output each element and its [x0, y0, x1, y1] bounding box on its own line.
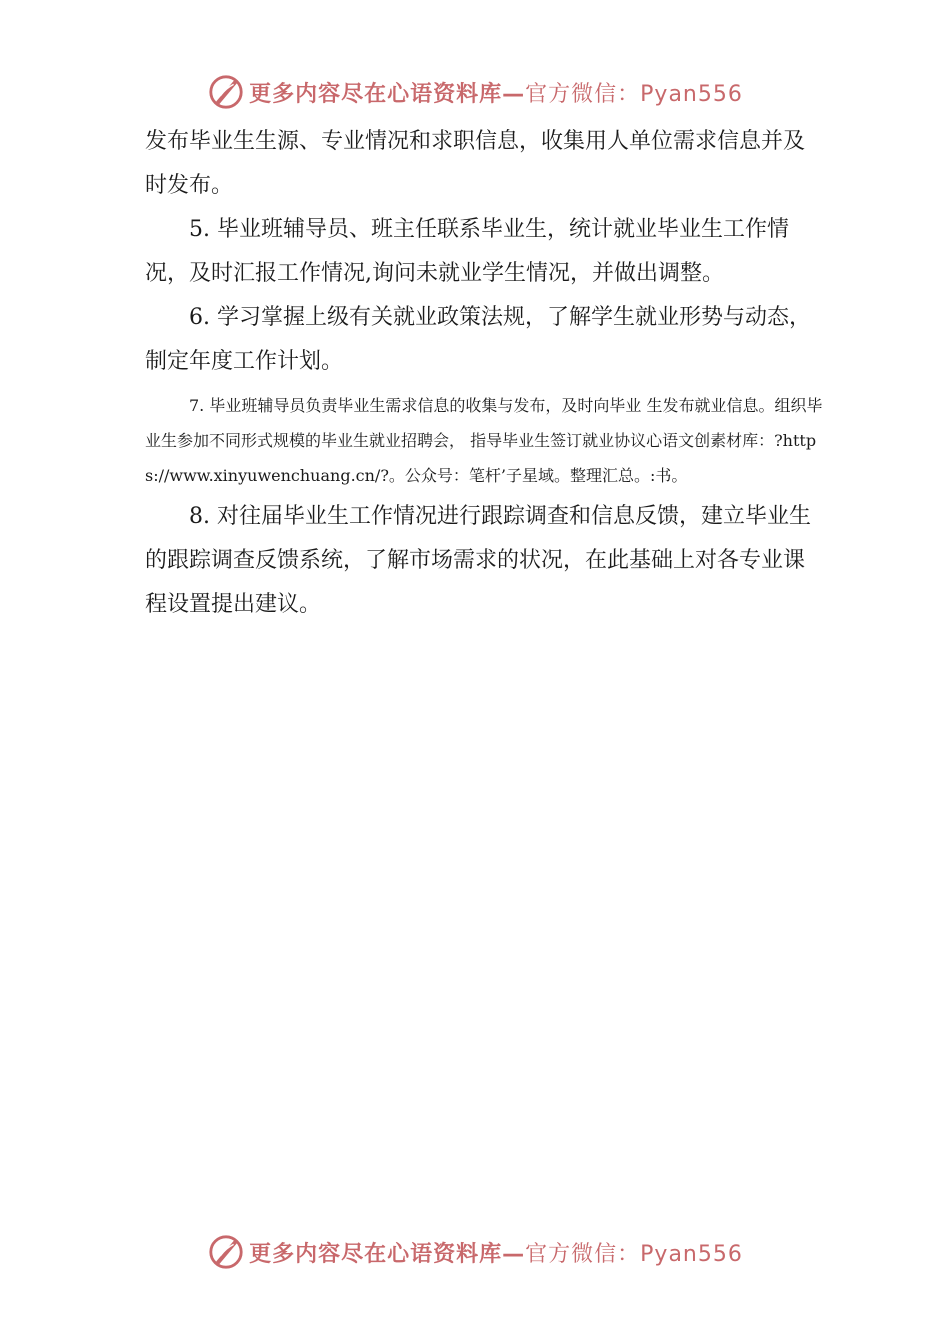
quill-logo-icon: [207, 1233, 245, 1271]
paragraph-1: 发布毕业生生源、专业情况和求职信息，收集用人单位需求信息并及时发布。: [145, 129, 806, 198]
quill-logo-icon: [207, 73, 245, 111]
footer-banner: [0, 1230, 950, 1274]
paragraph-3: 6. 学习掌握上级有关就业政策法规，了解学生就业形势与动态，制定年度工作计划。: [145, 305, 811, 374]
paragraph-4: 7. 毕业班辅导员负责毕业生需求信息的收集与发布，及时向毕业 生发布就业信息。组织毕业生参加不同形式规模的毕业生就业招聘会， 指导毕业生签订就业协议心语文创素材库：?https://www.xinyuwenchuang.cn/?。公众号：笔杆’子星域。整理汇总。:书。: [145, 396, 823, 485]
paragraph-5: 8. 对往届毕业生工作情况进行跟踪调查和信息反馈，建立毕业生的跟踪调查反馈系统，了解市场需求的状况，在此基础上对各专业课程设置提出建议。: [145, 504, 811, 617]
paragraph-2: 5. 毕业班辅导员、班主任联系毕业生，统计就业毕业生工作情况，及时汇报工作情况,询问未就业学生情况，并做出调整。: [145, 217, 789, 286]
header-banner: [0, 70, 950, 114]
document-body: [145, 120, 825, 627]
banner-text: 更多内容尽在心语资料库—官方微信：Pyan556: [249, 81, 743, 107]
banner-text: 更多内容尽在心语资料库—官方微信：Pyan556: [249, 1241, 743, 1267]
